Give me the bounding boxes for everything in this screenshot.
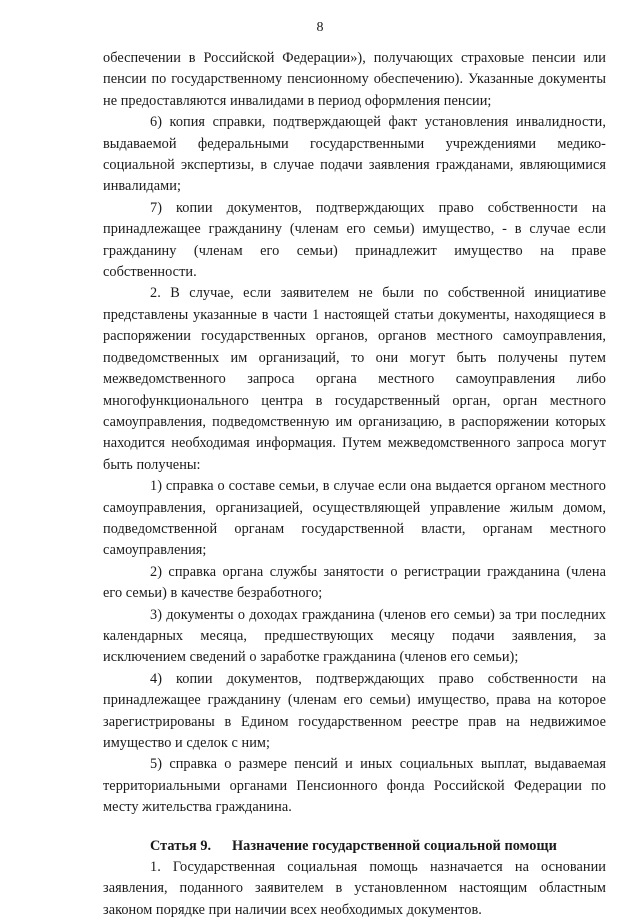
sublist-item-2: 2) справка органа службы занятости о регистрации гражданина (члена его семьи) в качестве безработного; [103, 563, 606, 602]
list-item-6: 6) копия справки, подтверждающей факт установления инвалидности, выдаваемой федеральными государственными учреждениями медико-социальной экспертизы, в случае подачи заявления гражданами, являющимися инвалидами; [103, 114, 606, 195]
sublist-item-4: 4) копии документов, подтверждающих право собственности на принадлежащее гражданину (членам его семьи) имущество, права на которое зарегистрированы в Едином государственном реестре прав на недвижимое имущество и сделок с ним; [103, 670, 606, 751]
article-paragraph-1: 1. Государственная социальная помощь назначается на основании заявления, поданного заявителем в установленном настоящим областным законом порядке при наличии всех необходимых документов. [103, 859, 606, 918]
sublist-item-1: 1) справка о составе семьи, в случае если она выдается органом местного самоуправления, организацией, осуществляющей управление жилым домом, подведомственной органам государственной власти, органам местного самоуправления; [103, 478, 606, 559]
article-heading [103, 836, 606, 857]
document-body [103, 48, 606, 921]
paragraph-continuation: обеспечении в Российской Федерации»), получающих страховые пенсии или пенсии по государственному пенсионному обеспечению). Указанные документы не предоставляются инвалидами в период оформления пенсии; [103, 50, 606, 109]
paragraph-part-2: 2. В случае, если заявителем не были по собственной инициативе представлены указанные в части 1 настоящей статьи документы, находящиеся в распоряжении государственных органов, органов местного самоуправления, подведомственных им организаций, то они могут быть получены путем межведомственного запроса органа местного самоуправления либо многофункционального центра в государственный орган, орган местного самоуправления, подведомственную им организацию, в распоряжении которых находится необходимая информация. Путем межведомственного запроса могут быть получены: [103, 285, 606, 473]
sublist-item-5: 5) справка о размере пенсий и иных социальных выплат, выдаваемая территориальными органами Пенсионного фонда Российской Федерации по месту жительства гражданина. [103, 756, 606, 816]
page-number: 8 [316, 20, 324, 35]
article-title: Назначение государственной социальной помощи [232, 837, 557, 854]
sublist-item-3: 3) документы о доходах гражданина (членов его семьи) за три последних календарных месяца, предшествующих месяцу подачи заявления, за исключением сведений о заработке гражданина (членов его семьи); [103, 606, 606, 666]
article-number: Статья 9. [150, 837, 212, 854]
list-item-7: 7) копии документов, подтверждающих право собственности на принадлежащее гражданину (членам его семьи) имущество, - в случае если гражданину (членам его семьи) принадлежит имущество на праве собственности. [103, 199, 606, 281]
